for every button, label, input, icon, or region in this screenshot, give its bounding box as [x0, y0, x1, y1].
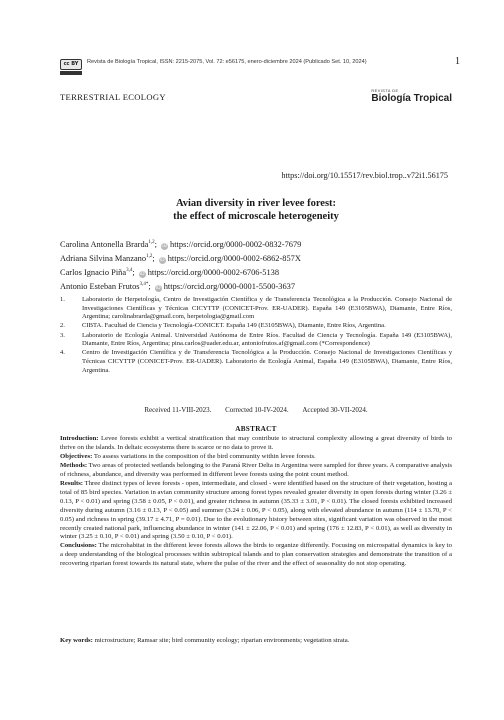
article-title-line-1: Avian diversity in river levee forest: [175, 198, 337, 209]
author-affiliation-mark: 3,4* [139, 282, 149, 287]
author-affiliation-mark: 1,2 [146, 254, 153, 259]
affiliation-item [60, 349, 452, 375]
brand-main-text: Biología Tropical [371, 93, 452, 104]
orcid-link[interactable]: https://orcid.org/0000-0002-6862-857X [167, 253, 301, 263]
accepted-date: Accepted 30-VII-2024. [302, 406, 368, 414]
orcid-link[interactable]: https://orcid.org/0000-0002-0832-7679 [170, 239, 302, 249]
author-name: Carolina Antonella Brarda [60, 239, 149, 249]
abstract-body [60, 435, 452, 569]
submission-dates [60, 406, 452, 414]
abstract-objectives [60, 453, 452, 462]
journal-brand-logo [371, 89, 452, 104]
abstract-section-text: Three distinct types of levee forests - open, intermediate, and closed - were identified based on the structure of their vegetation, hosting a total of 85 bird species. Variation in avian community structure among forest types revealed greater diversity in open forests during winter (3.26 ± 0.13, P < 0.01) and spring (3.58 ± 0.05, P < 0.01), and greater richness in autumn (35.33 ± 3.01, P < 0.01). The closed forests exhibited increased diversity during autumn (3.16 ± 0.13, P < 0.05) and summer (3.24 ± 0.06, P < 0.05), along with elevated abundance in autumn (114 ± 13.70, P < 0.05) and richness in spring (39.17 ± 4.71, P = 0.01). Due to the evolutionary history between sites, significant variation was observed in the most recently created national park, influencing abundance in winter (141 ± 22.06, P < 0.01) and spring (176 ± 12.83, P < 0.01), as well as diversity in winter (3.25 ± 0.10, P < 0.01) and spring (3.50 ± 0.10, P < 0.01). [60, 479, 452, 541]
received-date: Received 11-VIII-2023. [144, 406, 212, 414]
brand-small-text: REVISTA DE [371, 89, 399, 93]
author-affiliation-mark: 3,4 [126, 268, 133, 273]
orcid-link[interactable]: https://orcid.org/0000-0002-6706-5138 [147, 267, 280, 277]
abstract-section-text: To assess variations in the composition of the bird community within levee forests. [92, 452, 316, 460]
affiliation-text: CIBTA. Facultad de Ciencia y Tecnología-CONICET. España 149 (E3105BWA), Diamante, Entre Ríos, Argentina. [82, 322, 386, 330]
author-affiliation-mark: 1,2 [148, 240, 155, 245]
page-number: 1 [455, 56, 460, 67]
orcid-link[interactable]: https://orcid.org/0000-0001-5500-3637 [163, 281, 296, 291]
abstract-section-label: Conclusions: [60, 542, 97, 550]
affiliation-number: 2. [60, 322, 65, 330]
author-name: Antonio Esteban Frutos [60, 281, 140, 291]
keywords-text: microstructure; Ramsar site; bird community ecology; riparian environments; vegetation strata. [92, 637, 350, 644]
abstract-conclusions [60, 542, 452, 569]
section-label: TERRESTRIAL ECOLOGY [60, 92, 166, 102]
orcid-icon[interactable]: iD [139, 271, 145, 277]
doi-link[interactable]: https://doi.org/10.15517/rev.biol.trop..v72i1.56175 [281, 171, 448, 180]
keywords [60, 636, 452, 645]
abstract-section-text: Two areas of protected wetlands belonging to the Paraná River Delta in Argentina were sampled for three years. A comparative analysis of richness, abundance, and diversity was performed in different levee forests using the point count method. [60, 461, 452, 478]
abstract-results [60, 480, 452, 543]
affiliation-number: 3. [60, 331, 65, 339]
abstract-introduction [60, 435, 452, 453]
cc-license-bar [60, 71, 82, 75]
orcid-icon[interactable]: iD [162, 243, 167, 249]
author-entry: Adriana Silvina Manzano$^{1,2}$; iD https://orcid.org/0000-0002-6862-857X [60, 253, 301, 263]
affiliation-item [60, 296, 452, 322]
abstract-section-label: Results: [60, 479, 84, 487]
affiliation-list [60, 296, 452, 376]
author-name: Adriana Silvina Manzano [60, 253, 147, 263]
orcid-icon[interactable]: iD [159, 257, 165, 263]
affiliation-number: 4. [60, 349, 65, 357]
affiliation-item [60, 322, 452, 331]
abstract-section-label: Objectives: [60, 452, 93, 460]
affiliation-item [60, 332, 452, 349]
orcid-icon[interactable]: iD [155, 285, 161, 291]
author-name: Carlos Ignacio Piña [60, 267, 127, 277]
keywords-label: Key words: [60, 637, 93, 644]
abstract-section-text: Levee forests exhibit a vertical stratification that may contribute to structural complexity allowing a great diversity of birds to thrive on the islands. In deltaic ecosystems there is scarce or no data to prove it. [60, 435, 452, 451]
cc-license-badge[interactable]: cc BY [60, 59, 82, 70]
affiliation-text: Laboratorio de Herpetología, Centro de Investigación Científica y de Transferencia Tecnológica a la Producción. Consejo Nacional de Investigaciones Científicas y Técnicas CICYTTP (CONICET-Prov. ER-UADER). España 149 (E3105BWA), Diamante, Entre Ríos, Argentina; carolinabrarda@gmail.com, herpetologia@gmail.com [82, 296, 452, 321]
abstract-heading: ABSTRACT [235, 425, 277, 433]
abstract-section-label: Methods: [60, 461, 88, 469]
corrected-date: Corrected 10-IV-2024. [225, 406, 289, 414]
author-entry: Carlos Ignacio Piña$^{3,4}$; iD https://orcid.org/0000-0002-6706-5138 [60, 267, 280, 277]
affiliation-text: Centro de Investigación Científica y de Transferencia Tecnológica a la Producción. Consejo Nacional de Investigaciones Científicas y Técnicas CICYTTP (CONICET-Prov. ER-UADER). Laboratorio de Ecología Animal, España 149 (E3105BWA), Diamante, Entre Ríos, Argentina. [82, 349, 452, 374]
page-header [60, 56, 460, 78]
affiliation-text: Laboratorio de Ecología Animal. Universidad Autónoma de Entre Ríos. Facultad de Ciencia y Tecnología. España 149 (E3105BWA), Diamante, Entre Ríos, Argentina; pina.carlos@uader.edu.ar, antoniofrutos.af@gmail.com (*Correspondence) [82, 331, 452, 348]
journal-citation-line: Revista de Biología Tropical, ISSN: 2215-2075, Vol. 72: e56175, enero-diciembre 2024 (Publicado Set. 10, 2024) [87, 59, 367, 65]
author-entry: Carolina Antonella Brarda$^{1,2}$; iD https://orcid.org/0000-0002-0832-7679 [60, 239, 302, 249]
abstract-section-label: Introduction: [60, 435, 99, 442]
abstract-methods [60, 462, 452, 480]
abstract-section-text: The microhabitat in the different levee forests allows the birds to organize differently. Focusing on microspatial dynamics is key to a deep understanding of the biological processes within subtropical islands and to plan conservation strategies and demonstrate the transition of a recovering riparian forest towards its natural state, where the pulse of the river and the effect of seasonality do not stop operating. [60, 542, 452, 568]
article-title-line-2: the effect of microscale heterogeneity [173, 211, 339, 222]
author-entry: Antonio Esteban Frutos$^{3,4*}$; iD https://orcid.org/0000-0001-5500-3637 [60, 281, 296, 291]
affiliation-number: 1. [60, 296, 65, 303]
author-list [60, 237, 301, 293]
